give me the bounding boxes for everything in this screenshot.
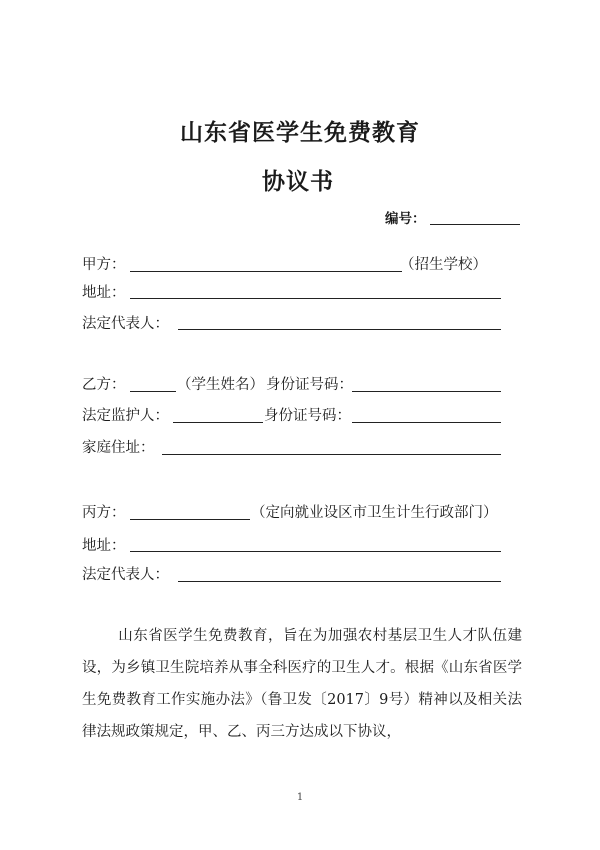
party-a-address-field[interactable]	[130, 298, 501, 299]
party-b-name-note: （学生姓名）	[177, 377, 264, 393]
party-c-note: （定向就业设区市卫生计生行政部门）	[251, 505, 498, 521]
serial-field[interactable]	[430, 224, 520, 225]
party-c-name-field[interactable]	[130, 519, 250, 520]
home-address-field[interactable]	[162, 454, 501, 455]
document-subtitle: 协议书	[262, 168, 334, 195]
party-c-rep-label: 法定代表人：	[82, 567, 169, 583]
party-a-rep-label: 法定代表人：	[82, 316, 169, 332]
guardian-name-field[interactable]	[173, 422, 263, 423]
guardian-id-field[interactable]	[352, 422, 501, 423]
home-address-label: 家庭住址：	[82, 440, 155, 456]
page-number: 1	[296, 792, 304, 803]
party-a-name-field[interactable]	[130, 271, 402, 272]
party-c-address-field[interactable]	[130, 551, 501, 552]
party-c-label: 丙方：	[82, 505, 126, 521]
party-b-id-field[interactable]	[352, 391, 501, 392]
party-a-note: （招生学校）	[400, 257, 487, 273]
document-title: 山东省医学生免费教育	[180, 119, 420, 146]
party-a-rep-field[interactable]	[178, 329, 501, 330]
party-b-name-field[interactable]	[130, 391, 176, 392]
party-a-address-label: 地址：	[82, 285, 126, 301]
party-a-label: 甲方：	[82, 257, 126, 273]
guardian-id-label: 身份证号码：	[264, 408, 351, 424]
party-c-rep-field[interactable]	[178, 581, 501, 582]
party-c-address-label: 地址：	[82, 538, 126, 554]
guardian-label: 法定监护人：	[82, 408, 169, 424]
party-b-label: 乙方：	[82, 377, 126, 393]
party-b-id-label: 身份证号码：	[266, 377, 353, 393]
serial-label: 编号：	[385, 211, 426, 227]
preamble-paragraph: 山东省医学生免费教育，旨在为加强农村基层卫生人才队伍建设，为乡镇卫生院培养从事全科医疗的卫生人才。根据《山东省医学生免费教育工作实施办法》（鲁卫发〔2017〕9号）精神以及相关法律法规政策规定，甲、乙、丙三方达成以下协议，	[82, 628, 522, 740]
